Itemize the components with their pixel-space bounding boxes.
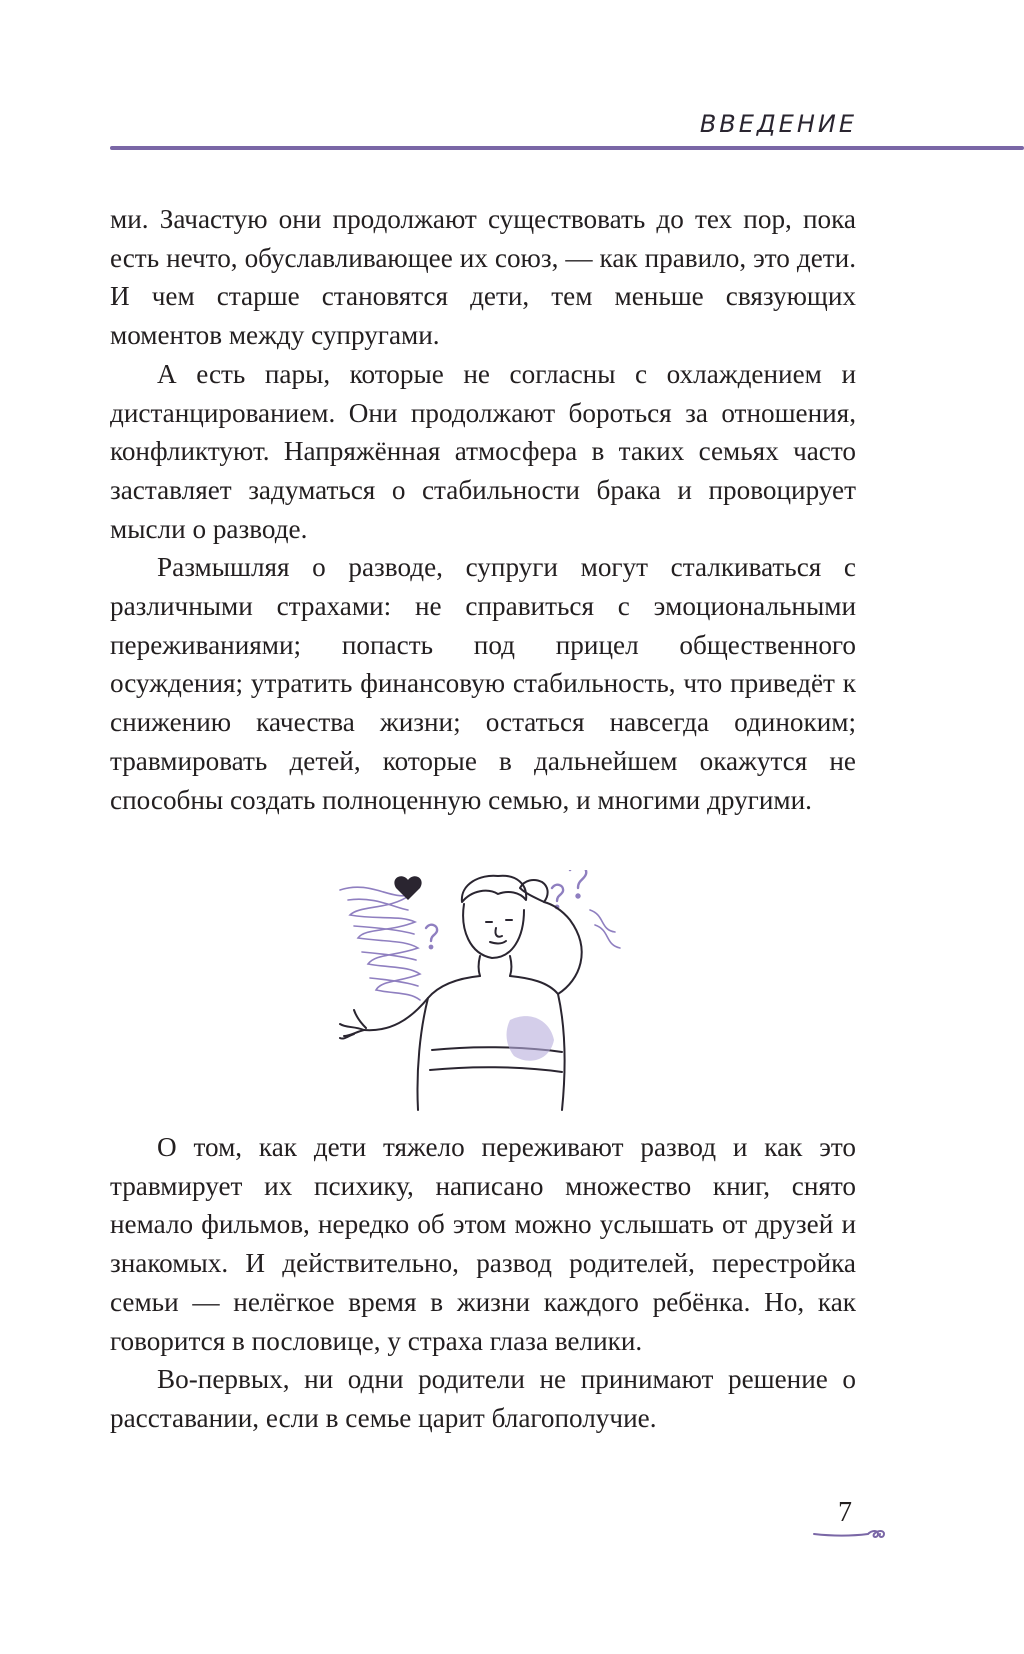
paragraph: Во-первых, ни одни родители не принимают решение о расставании, если в семье царит благополучие. — [110, 1364, 856, 1433]
paragraph: ми. Зачастую они продолжают существовать до тех пор, пока есть нечто, обуславливающее их союз, — как правило, это дети. И чем старше становятся дети, тем меньше связующих моментов между супругами. — [110, 204, 856, 351]
text-block-top — [110, 200, 856, 819]
shading — [507, 1016, 554, 1061]
text-block-bottom — [110, 1128, 856, 1438]
running-head: ВВЕДЕНИЕ — [699, 110, 857, 138]
paragraph: А есть пары, которые не согласны с охлаждением и дистанцированием. Они продолжают бороться за отношения, конфликтуют. Напряжённая атмосфера в таких семьях часто заставляет задуматься о стабильности брака и провоцирует мысли о разводе. — [110, 358, 856, 544]
heart-icon — [394, 876, 421, 900]
page-flourish-icon — [812, 1524, 892, 1544]
header-rule — [110, 146, 1024, 150]
confused-man-illustration — [330, 870, 660, 1120]
paragraph: Размышляя о разводе, супруги могут сталкиваться с различными страхами: не справиться с эмоциональными переживаниями; попасть под прицел общественного осуждения; утратить финансовую стабильность, что приведёт к снижению качества жизни; остаться навсегда одиноким; травмировать детей, которые в дальнейшем окажутся не способны создать полноценную семью, и многими другими. — [110, 552, 856, 815]
page-number: 7 — [838, 1497, 852, 1528]
paragraph: О том, как дети тяжело переживают развод и как это травмирует их психику, написано множество книг, снято немало фильмов, нередко об этом можно услышать от друзей и знакомых. И действительно, развод родителей, перестройка семьи — нелёгкое время в жизни каждого ребёнка. Но, как говорится в пословице, у страха глаза велики. — [110, 1132, 856, 1356]
